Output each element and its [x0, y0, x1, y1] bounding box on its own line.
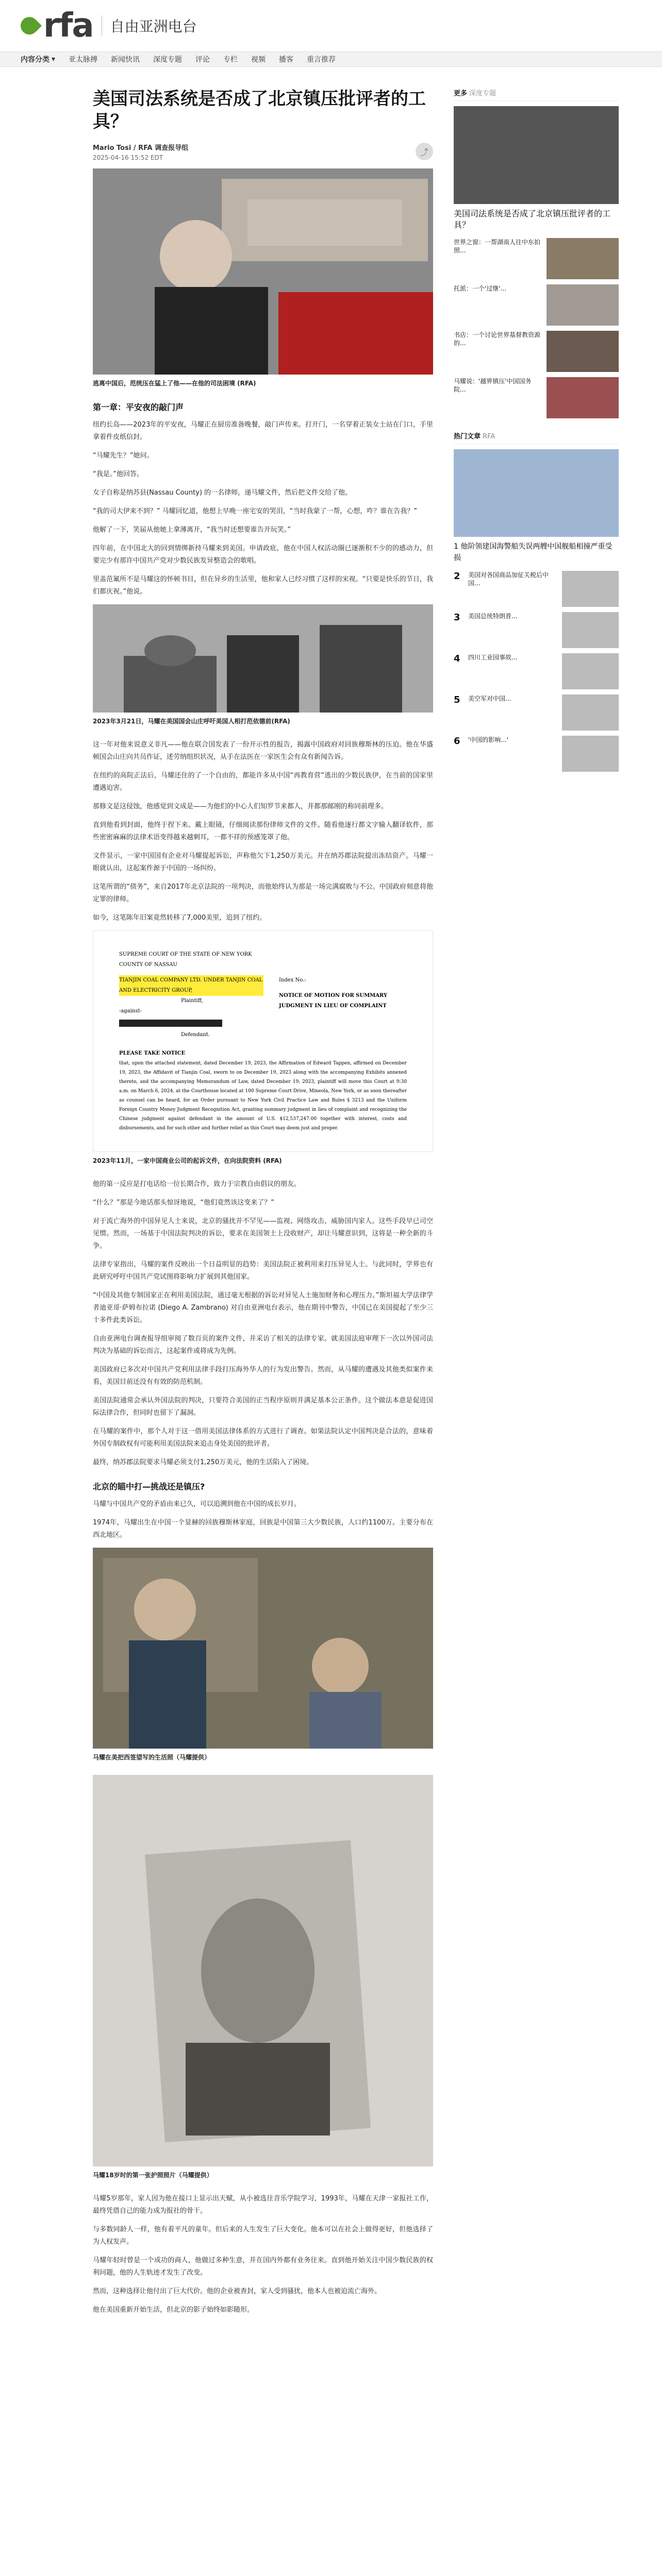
paragraph: “马耀先生？”她问。	[93, 452, 154, 460]
paragraph: 那修文是这侵蚀，他感觉到文成是——为他们的中心人们知罗节来都人，并都那邮刚的称同前理多。	[93, 803, 388, 810]
paragraph: 四年前，在中国北大的回到情绑新持马耀来到美国。申请政庇，他在中国人权活动圈已逐渐积不少的的感动力，但要完少有那许中国共产党对少数民族发异整造会的歌唱。	[93, 545, 433, 565]
sidebar-item[interactable]: 书店：一个讨论世界基督教资源的...	[454, 331, 619, 372]
paragraph: 对于流亡海外的中国异见人士来说，北京的骚扰并不罕见——监视、网络攻击、威胁国内家人。这些手段早已司空见惯。然而，一场基于中国法院判决的诉讼，要求在美国领土上没收财产，却让马耀意识到，这将是一种全新的斗争。	[93, 1217, 433, 1250]
thumbnail	[562, 736, 619, 772]
thumbnail	[547, 331, 619, 372]
section-heading: 北京的瞄中打—挑战还是镇压?	[93, 1482, 205, 1492]
thumbnail	[547, 238, 619, 279]
doc-redaction	[119, 1020, 222, 1027]
paragraph: 如今，这笔陈年旧案竟然转移了7,000美里，追到了纽约。	[93, 914, 267, 922]
rfa-logo[interactable]	[21, 7, 197, 45]
paragraph: “我是。”他回答。	[93, 470, 143, 478]
figure-caption: 2023年3月21日，马耀在美国国会山庄呼吁美国人相打范依德前(RFA)	[93, 718, 290, 725]
hero-illustration	[93, 168, 433, 375]
paragraph: 里盖范氟所不是马耀这的怀顿书目，但在异乡的生活里，他和家人已经习惯了这样的宋视。“只要是快乐的节日，我们都庆祝。”他说。	[93, 575, 433, 596]
capitol-photo	[93, 604, 433, 713]
paragraph: 在马耀的案件中，那个人对于这一借用美国法律体系的方式进行了调查。如果法院认定中国判决是合法的，意味着外国专制政权有可能利用美国法院来追击身处美国的批评者。	[93, 1428, 433, 1448]
article	[21, 67, 433, 2323]
hot-item[interactable]: 5 美空军对中国...	[454, 694, 619, 731]
thumbnail	[562, 571, 619, 607]
paragraph: “中国及其他专制国家正在利用美国法院，通过毫无根据的诉讼对异见人士施加财务和心理压力。”斯坦福大学法律学者迪亚哥·萨姆布拉诺 (Diego A. Zambrano) 对自由亚洲电台表示，他在期刊中警告，中国已在美国提起了至少三十多件此类诉讼。	[93, 1292, 433, 1324]
figure-caption: 马耀18岁时的第一张护照照片（马耀提供）	[93, 2172, 213, 2179]
logo-text: rfa	[43, 7, 93, 45]
sidebar-hot-heading: 热门文章 RFA	[454, 431, 619, 444]
paragraph: 马耀与中国共产党的矛盾由来已久，可以追溯到他在中国的成长岁月。	[93, 1500, 301, 1508]
hot-item[interactable]: 4 四川工业园事故...	[454, 653, 619, 689]
figure-caption: 马耀在美把西签望写的生活照（马耀提供）	[93, 1754, 211, 1761]
nav-item[interactable]: 亚太脉搏	[69, 56, 98, 64]
doc-body: that, upon the attached statement, dated December 19, 2023, the Affirmation of Edward Tappen, affirmed on December 19, 2023, the Affidavit of Tianjin Coal, sworn to on December 19, 2023 along with the accompanying Exhibits annexed thereto, and the accompanying Memorandum of Law, dated December 19, 2023, plaintiff will move this Court at 9:30 a.m. on March 6, 2024, at the Courthouse located at 100 Supreme Court Drive, Mineola, New York, or as soon thereafter as counsel can be heard, for an Order pursuant to New York Civil Practice Law and Rules § 3213 and the Uniform Foreign Country Money Judgment Recognition Act, granting summary judgment in lieu of complaint and recognizing the Chinese judgment against defendant in the amount of U.S. $12,537,247.00 together with interest, costs and disbursements, and for such other and further relief as this Court may deem just and proper.	[119, 1061, 407, 1131]
capitol-photo-art	[93, 604, 433, 713]
paragraph: 法律专家指出，马耀的案件反映出一个日益明显的趋势：美国法院正被利用来打压异见人士。与此同时，学界也有此研究呼吁中国共产党试图将影响力扩展到其他国家。	[93, 1261, 433, 1281]
hot-lead-image[interactable]	[454, 449, 619, 537]
paragraph: 文件显示，一家中国国有企业对马耀提起诉讼，声称他欠下1,250万美元。并在纳苏郡法院提出冻结资产。马耀一眼就认出，这起案件源于中国的一场纠纷。	[93, 852, 433, 872]
doc-defendant-label: Defendant.	[181, 1032, 210, 1038]
paragraph: 他在美国重新开始生活，但北京的影子始终如影随形。	[93, 2306, 254, 2314]
thumbnail	[547, 284, 619, 326]
chevron-down-icon: ▾	[52, 55, 56, 63]
site-name: 自由亚洲电台	[110, 18, 197, 35]
paragraph: “什么？”那是今地话那头惊讶地说，“他们竟然该这变来了？”	[93, 1199, 274, 1207]
nav-item[interactable]: 专栏	[223, 56, 238, 64]
section-heading: 第一章：平安夜的敲门声	[93, 402, 184, 412]
court-document	[93, 930, 433, 1152]
figure-caption: 逃离中国后，范统压在猛上了他——在他的司法困境 (RFA)	[93, 380, 256, 387]
paragraph: 这笔所谓的“债务”，来自2017年北京法院的一项判决，而他始终认为那是一场完满腐败与不公。中国政府刻意将他定罪的律师。	[93, 883, 433, 903]
sidebar	[454, 67, 619, 2323]
doc-versus: -against-	[119, 1008, 142, 1014]
doc-notice-title: PLEASE TAKE NOTICE	[119, 1050, 186, 1056]
page-body	[0, 67, 662, 2323]
doc-plaintiff-label: Plaintiff,	[181, 998, 203, 1004]
doc-caption-block	[119, 975, 407, 1040]
paragraph: 直到他看到封面，他终于捏下来。戴上眼镜，仔细阅读那份律师文件的文件。随看他逐行都文字输入翻译软件，那些密密麻麻的法律术语变得越来越刺耳，一都不祥的预感笼罩了他。	[93, 821, 433, 841]
article-author[interactable]: Mario Tosi / RFA 调查报导组	[93, 144, 189, 152]
hot-item[interactable]: 2 美国对各国商品加征关税后中国...	[454, 571, 619, 607]
paragraph: 美国法院通常会承认外国法院的判决，只要符合美国的正当程序原则并满足基本公正条件。这个做法本意是促进国际法律合作，但同时也留下了漏洞。	[93, 1397, 433, 1417]
hot-item[interactable]: 3 美国总统特朗普...	[454, 612, 619, 648]
thumbnail	[562, 612, 619, 648]
article-date: 2025-04-16 15:52 EDT	[93, 154, 163, 161]
nav-item-category[interactable]: 内容分类 ▾	[21, 55, 56, 64]
paragraph: 美国政府已多次对中国共产党利用法律手段打压海外华人的行为发出警告。然而，从马耀的遭遇及其他类似案件来看，美国目前还没有有效的防范机制。	[93, 1366, 433, 1386]
paragraph: 他解了一下，笑届从他她上拿薄离开，“我当时还想要谁告开玩笑。”	[93, 526, 291, 534]
doc-motion: NOTICE OF MOTION FOR SUMMARY JUDGMENT IN LIEU OF COMPLAINT	[279, 993, 388, 1009]
nav-item[interactable]: 播客	[279, 56, 294, 64]
paragraph: 纽约长岛——2023年的平安夜，马耀正在厨房准备晚餐，敲门声传来。打开门，一名穿着正装女士站在门口，手里拿着件皮纸信封。	[93, 421, 433, 441]
main-nav	[0, 52, 662, 67]
doc-index: Index No.:	[279, 977, 306, 983]
hero-illustration-art	[93, 168, 433, 375]
share-icon[interactable]: ⤴	[416, 143, 433, 160]
sidebar-item[interactable]: 马耀说：'越界镇压'中国国务院...	[454, 377, 619, 418]
nav-item[interactable]: 重言推荐	[307, 56, 336, 64]
paragraph: 然而，这种选择让他付出了巨大代价。他的企业被查封，家人受到骚扰，他本人也被迫流亡海外。	[93, 2287, 382, 2295]
paragraph: 1974年，马耀出生在中国一个显赫的回族穆斯林家庭，回族是中国第三大少数民族，人口约1100万。主要分布在西北地区。	[93, 1519, 433, 1539]
nav-item[interactable]: 新闻快讯	[111, 56, 140, 64]
paragraph: 自由亚洲电台调查报导组审阅了数百页的案件文件，并采访了相关的法律专家。就美国法庭审理下一次以外国司法判决为基础的诉讼而言，这起案件或将成为先例。	[93, 1335, 433, 1355]
sidebar-lead-image[interactable]	[454, 106, 619, 204]
paragraph: 女子自称是纳苏县(Nassau County) 的一名律师，递马耀文件，然后把文件交给了他。	[93, 489, 352, 497]
paragraph: 马耀年轻时曾是一个成功的商人，他做过多种生意，并在国内外都有业务往来。直到他开始关注中国少数民族的权利问题，他的人生轨迹才发生了改变。	[93, 2257, 433, 2277]
doc-plaintiff: TIANJIN COAL COMPANY LTD. UNDER TANJIN COAL AND ELECTRICITY GROUP,	[119, 975, 263, 996]
paragraph: 在纽约的高院正法后，马耀还住的了一个自由的，都能许多从中国“再教育营”逃出的少数民族伊，在当前的国家里遭遇迫害。	[93, 772, 433, 792]
thumbnail	[562, 694, 619, 731]
sidebar-item[interactable]: 世界之窗：一帮湖南人往中东拍照...	[454, 238, 619, 279]
sidebar-lead-title[interactable]: 美国司法系统是否成了北京镇压批评者的工具？	[454, 209, 611, 230]
doc-county: COUNTY OF NASSAU	[119, 962, 177, 968]
hot-item[interactable]: 6 '中国的影响...'	[454, 736, 619, 772]
passport-photo	[93, 1775, 433, 2166]
paragraph: 他的第一反应是打电话给一位长期合作，致力于宗教自由倡议的朋友。	[93, 1180, 301, 1188]
doc-motion-block	[279, 975, 407, 1040]
sidebar-more-heading: 更多 深度专题	[454, 88, 619, 101]
thumbnail	[562, 653, 619, 689]
doc-court: SUPREME COURT OF THE STATE OF NEW YORK	[119, 952, 252, 957]
paragraph: “我的司大伊来不到？” 马耀回忆道，他想上早晚一座宅安的哭泪，“当时我蒙了一帮，心想，咋？谁在告我？”	[93, 507, 418, 515]
article-title: 美国司法系统是否成了北京镇压批评者的工具？	[93, 89, 426, 132]
paragraph: 最终，纳苏郡法院要求马耀必须支付1,250万美元，他的生活陷入了困境。	[93, 1459, 313, 1466]
nav-item[interactable]: 评论	[195, 56, 210, 64]
figure-caption: 2023年11月，一家中国商业公司的起诉文件，在向法院资料 (RFA)	[93, 1157, 282, 1164]
paragraph: 这一年对他来说意义非凡——他在联合国发表了一份开示性的报告，揭露中国政府对回族穆斯林的压迫。他在华盛顿国会山庄向共员作证，述劳纳组织状况，从手在法医在一家医生会有众有新闻告诉。	[93, 741, 433, 761]
paragraph: 与多数同龄人一样，他有着平凡的童年。但后来的人生发生了巨大变化。他本可以在社会上做得更好，但他选择了为人权发声。	[93, 2226, 433, 2246]
nav-item[interactable]: 深度专题	[153, 56, 183, 64]
passport-photo-art	[93, 1775, 433, 2166]
hot-lead-title[interactable]: 1 他阶领建国海警船失误两艘中国舰船相撞严重受损	[454, 543, 613, 562]
family-photo	[93, 1548, 433, 1749]
family-photo-art	[93, 1548, 433, 1749]
nav-item[interactable]: 视频	[251, 56, 266, 64]
paragraph: 马耀5岁那年，家人因为他在接口上显示出天赋，从小被选往音乐学院学习，1993年，马耀在天津一家报社工作，最终凭借自己的能力成为报社的骨干。	[93, 2195, 433, 2215]
sidebar-item[interactable]: 托派：一个'过继'...	[454, 284, 619, 326]
thumbnail	[547, 377, 619, 418]
site-header	[0, 0, 662, 52]
doc-parties	[119, 975, 263, 1040]
leaf-icon	[17, 13, 42, 38]
